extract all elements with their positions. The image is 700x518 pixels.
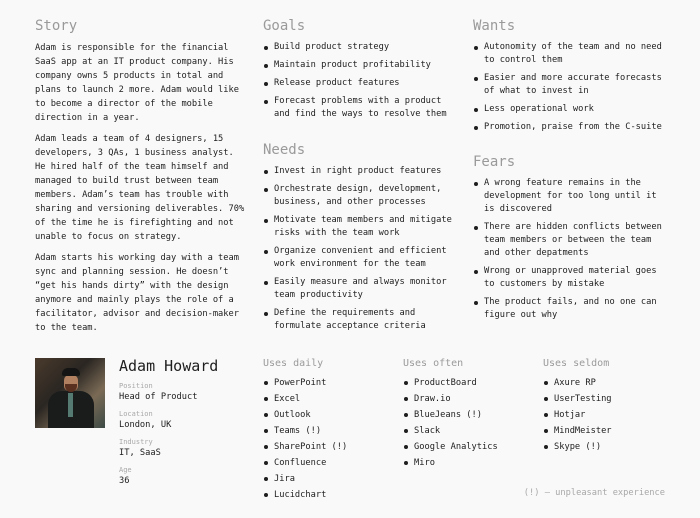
fear-item: A wrong feature remains in the development for too long until it is discovered: [473, 177, 666, 216]
need-item: Organize convenient and efficient work environment for the team: [263, 245, 456, 271]
tool-item: UserTesting: [543, 391, 612, 407]
story-paragraph: Adam starts his working day with a team sync and planning session. He doesn’t “get his hands dirty” with the design anymore and mainly plays the role of a facilitator, advisor and decision-maker to the team.: [35, 253, 239, 333]
location-value: London, UK: [119, 420, 172, 430]
needs-section: [263, 141, 456, 338]
tool-item: Jira: [263, 471, 347, 487]
story-paragraph: Adam is responsible for the financial SaaS app at an IT product company. His company owns 5 products in total and plans to launch 2 more. Adam would like to become a director of the mobile direction in a year.: [35, 43, 239, 123]
tool-item: ProductBoard: [403, 375, 498, 391]
need-item: Define the requirements and formulate acceptance criteria: [263, 307, 456, 333]
tool-item: Slack: [403, 423, 498, 439]
position-value: Head of Product: [119, 392, 198, 402]
story-paragraph: Adam leads a team of 4 designers, 15 developers, 3 QAs, 1 business analyst. He hired half of the team himself and managed to build trust between team members. Adam’s team has trouble with sharing and versioning deliverables. 70% of the time he is firefighting and not unable to focus on strategy.: [35, 134, 245, 242]
need-item: Easily measure and always monitor team productivity: [263, 276, 456, 302]
want-item: Autonomity of the team and no need to control them: [473, 41, 666, 67]
tools-daily-title: Uses daily: [263, 358, 324, 369]
tool-item: Miro: [403, 455, 498, 471]
position-label: Position: [119, 382, 153, 390]
story-title: Story: [35, 18, 78, 34]
need-item: Invest in right product features: [263, 165, 456, 178]
fear-item: The product fails, and no one can figure out why: [473, 296, 666, 322]
goals-title: Goals: [263, 18, 306, 34]
tool-item: Draw.io: [403, 391, 498, 407]
tools-seldom: [543, 357, 612, 455]
goal-item: Maintain product profitability: [263, 59, 456, 72]
avatar-photo: [35, 358, 105, 428]
fears-section: [473, 153, 666, 327]
tool-item: PowerPoint: [263, 375, 347, 391]
tools-daily: [263, 357, 347, 503]
fears-title: Fears: [473, 154, 516, 170]
wants-section: [473, 17, 666, 139]
story-section: [35, 17, 247, 342]
tools-often-title: Uses often: [403, 358, 464, 369]
wants-title: Wants: [473, 18, 516, 34]
fear-item: Wrong or unapproved material goes to customers by mistake: [473, 265, 666, 291]
age-label: Age: [119, 466, 132, 474]
tool-item: SharePoint (!): [263, 439, 347, 455]
tool-item: Excel: [263, 391, 347, 407]
need-item: Orchestrate design, development, business, and other processes: [263, 183, 456, 209]
tool-item: Teams (!): [263, 423, 347, 439]
goal-item: Build product strategy: [263, 41, 456, 54]
tool-item: Lucidchart: [263, 487, 347, 503]
tools-often: [403, 357, 498, 471]
goal-item: Release product features: [263, 77, 456, 90]
need-item: Motivate team members and mitigate risks with the team work: [263, 214, 456, 240]
industry-label: Industry: [119, 438, 153, 446]
tool-item: Skype (!): [543, 439, 612, 455]
tool-item: Axure RP: [543, 375, 612, 391]
tool-item: Outlook: [263, 407, 347, 423]
tool-item: Confluence: [263, 455, 347, 471]
location-label: Location: [119, 410, 153, 418]
tool-item: BlueJeans (!): [403, 407, 498, 423]
want-item: Easier and more accurate forecasts of what to invest in: [473, 72, 666, 98]
want-item: Less operational work: [473, 103, 666, 116]
footnote: (!) — unpleasant experience: [523, 488, 665, 498]
want-item: Promotion, praise from the C-suite: [473, 121, 666, 134]
tool-item: Google Analytics: [403, 439, 498, 455]
needs-title: Needs: [263, 142, 306, 158]
age-value: 36: [119, 476, 130, 486]
goal-item: Forecast problems with a product and find the ways to resolve them: [263, 95, 456, 121]
tool-item: Hotjar: [543, 407, 612, 423]
goals-section: [263, 17, 456, 126]
fear-item: There are hidden conflicts between team members or between the team and other depatments: [473, 221, 666, 260]
industry-value: IT, SaaS: [119, 448, 161, 458]
persona-name: Adam Howard: [119, 357, 219, 375]
tools-seldom-title: Uses seldom: [543, 358, 610, 369]
tool-item: MindMeister: [543, 423, 612, 439]
profile-details: [119, 381, 197, 493]
